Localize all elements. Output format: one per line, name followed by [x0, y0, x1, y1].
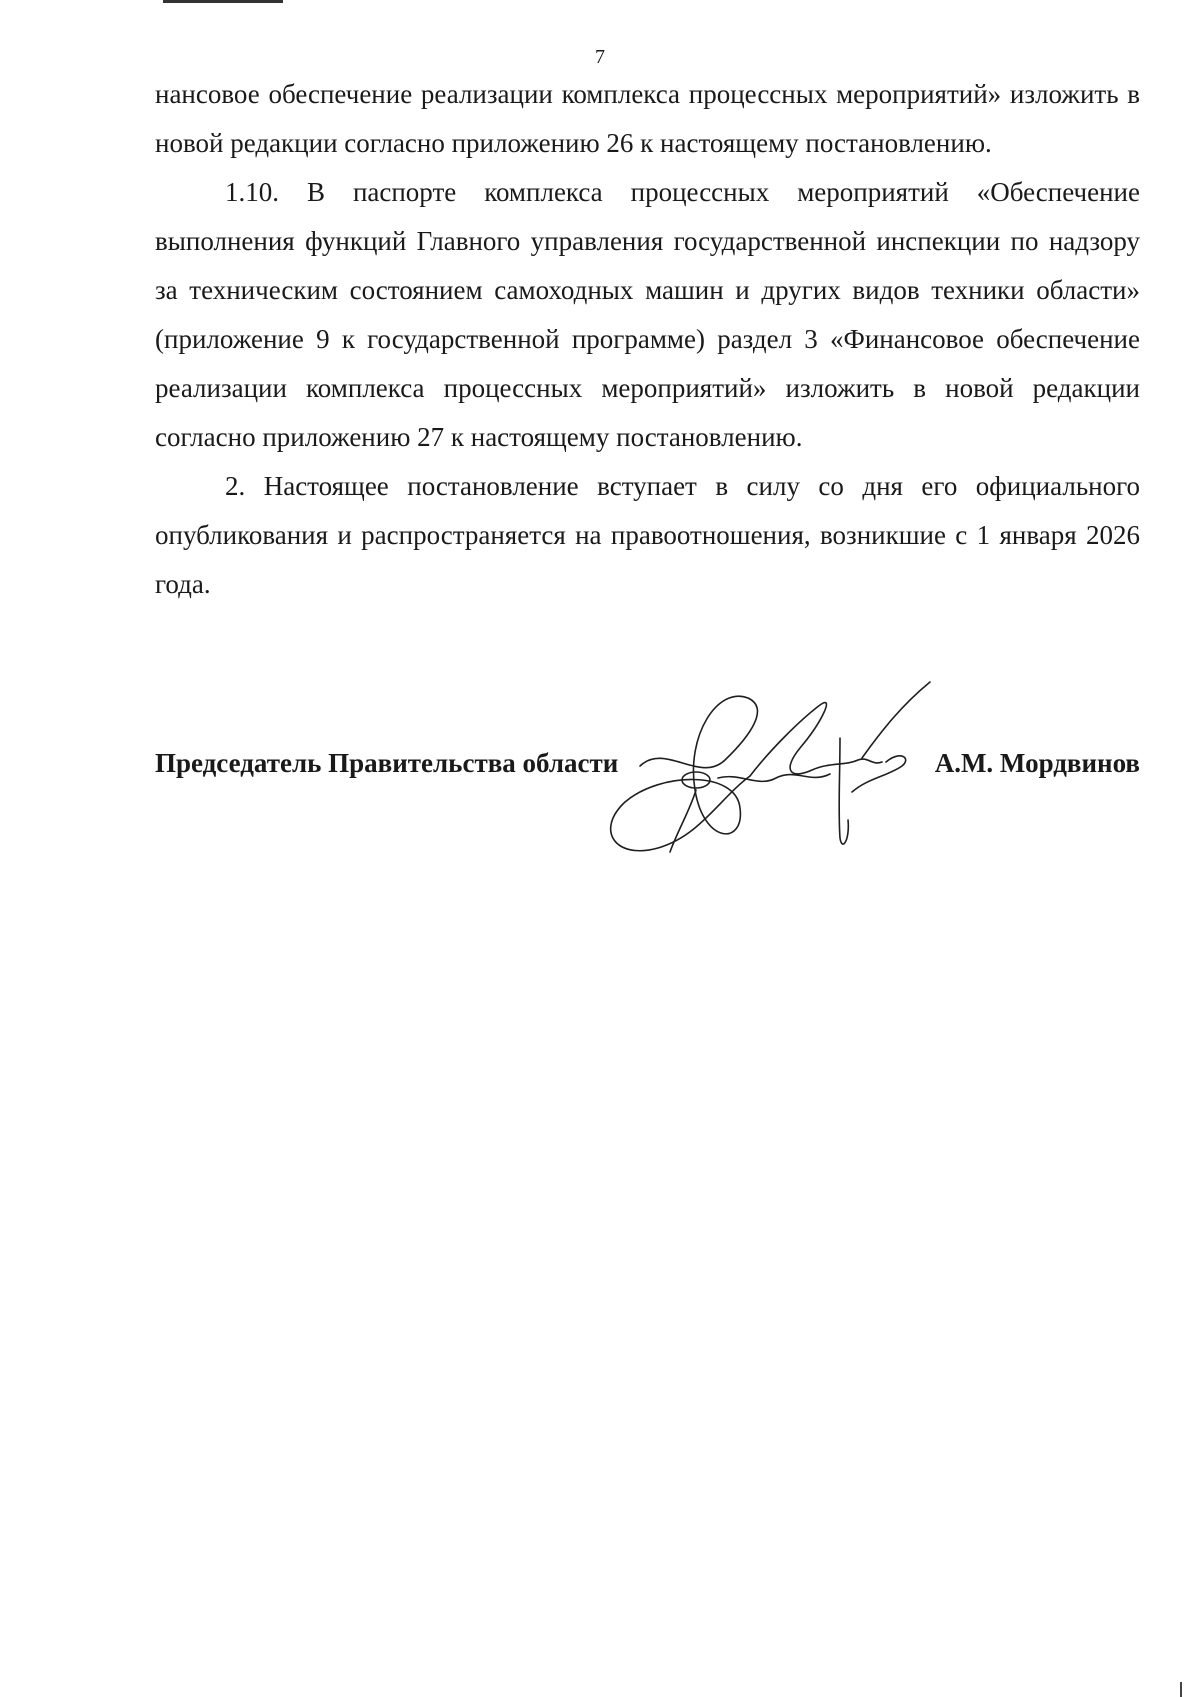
page-number: 7: [595, 46, 605, 68]
scan-edge-mark-bottom: [1180, 1682, 1182, 1697]
document-body: [155, 70, 1140, 609]
handwritten-signature: [600, 680, 970, 890]
signatory-title: Председатель Правительства области: [155, 748, 619, 778]
paragraph-continuation: нансовое обеспечение реализации комплекса процессных мероприятий» изложить в новой редакции согласно приложению 26 к настоящему постановлению.: [155, 79, 1140, 158]
paragraph-item-1-10: 1.10. В паспорте комплекса процессных мероприятий «Обеспечение выполнения функций Главного управления государственной инспекции по надзору за техническим состоянием самоходных машин и других видов техники области» (приложение 9 к государственной программе) раздел 3 «Финансовое обеспечение реализации комплекса процессных мероприятий» изложить в новой редакции согласно приложению 27 к настоящему постановлению.: [155, 177, 1140, 452]
scan-edge-mark: [163, 0, 283, 3]
paragraph-item-2: 2. Настоящее постановление вступает в силу со дня его официального опубликования и распространяется на правоотношения, возникшие с 1 января 2026 года.: [155, 471, 1140, 599]
signatory-name: А.М. Мордвинов: [934, 748, 1140, 778]
